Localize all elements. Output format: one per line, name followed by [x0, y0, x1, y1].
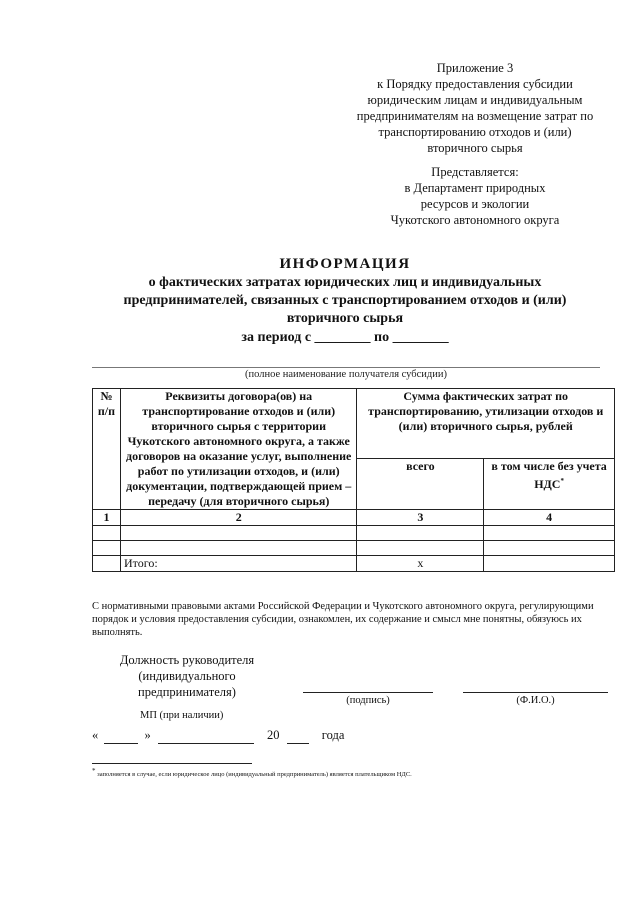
date-quote-open: « — [92, 728, 99, 742]
table-cell[interactable] — [93, 526, 121, 541]
appendix-line: предпринимателям на возмещение затрат по — [356, 109, 594, 123]
position-label-line: предпринимателя) — [138, 685, 236, 699]
table-cell[interactable] — [120, 541, 357, 556]
position-label — [112, 652, 262, 700]
total-without-vat-cell[interactable] — [484, 556, 615, 572]
date-year-suffix: года — [321, 728, 345, 742]
table-cell — [93, 556, 121, 572]
total-label: Итого: — [120, 556, 357, 572]
full-name-caption: (Ф.И.О.) — [516, 695, 555, 706]
document-title — [80, 255, 610, 347]
reporting-period[interactable]: за период с ________ по ________ — [241, 330, 449, 345]
date-year-field[interactable] — [287, 728, 309, 744]
date-day-field[interactable] — [104, 728, 138, 744]
column-numbers-row — [93, 510, 615, 526]
column-number: 3 — [357, 510, 484, 526]
col-number-header: № п/п — [93, 389, 121, 510]
submitted-to-line: ресурсов и экологии — [420, 197, 530, 211]
column-number: 4 — [484, 510, 615, 526]
date-quote-close: » — [144, 728, 151, 742]
appendix-line: к Порядку предоставления субсидии — [377, 77, 573, 91]
title-sub-line: о фактических затратах юридических лиц и индивидуальных — [148, 275, 542, 290]
footnote-text: заполняется в случае, если юридическое лицо (индивидуальный предприниматель) является плательщиком НДС. — [97, 771, 412, 779]
recipient-caption: (полное наименование получателя субсидии) — [245, 369, 447, 380]
table-cell[interactable] — [93, 541, 121, 556]
signature-caption: (подпись) — [346, 695, 390, 706]
appendix-line: транспортированию отходов и (или) — [378, 125, 572, 139]
column-number: 2 — [120, 510, 357, 526]
submitted-to-block — [330, 164, 620, 228]
total-row — [93, 556, 615, 572]
stamp-caption: МП (при наличии) — [140, 710, 224, 721]
appendix-line: юридическим лицам и индивидуальным — [367, 93, 583, 107]
date-year-prefix: 20 — [267, 728, 280, 742]
col-without-vat-label: в том числе без учета НДС — [491, 458, 607, 491]
recipient-name-field[interactable] — [92, 367, 600, 368]
col-group-cost-header: Сумма фактических затрат по транспортированию, утилизации отходов и (или) вторичного сырья, рублей — [357, 389, 615, 459]
col-total-header: всего — [357, 458, 484, 509]
footnote-divider — [92, 763, 252, 764]
title-sub-line: вторичного сырья — [286, 311, 404, 326]
table-cell[interactable] — [357, 541, 484, 556]
position-label-line: Должность руководителя — [119, 653, 255, 667]
footnote-mark: * — [560, 476, 564, 485]
table-row — [93, 541, 615, 556]
title-main: ИНФОРМАЦИЯ — [279, 256, 411, 272]
total-mark: x — [357, 556, 484, 572]
expenses-table — [92, 388, 615, 572]
submitted-to-line: Представляется: — [431, 165, 519, 179]
table-header-row — [93, 389, 615, 459]
submitted-to-line: Чукотского автономного округа — [390, 213, 560, 227]
table-cell[interactable] — [357, 526, 484, 541]
date-month-field[interactable] — [158, 728, 254, 744]
appendix-line: вторичного сырья — [427, 141, 523, 155]
submitted-to-line: в Департамент природных — [404, 181, 546, 195]
column-number: 1 — [93, 510, 121, 526]
date-row — [92, 728, 344, 744]
acknowledgement-text: С нормативными правовыми актами Российской Федерации и Чукотского автономного округа, регулирующими порядок и условия предоставления субсидии, ознакомлен, их содержание и смысл мне понятны, обязуюсь их выполнять. — [92, 601, 594, 638]
footnote — [92, 767, 612, 779]
appendix-header — [330, 60, 620, 156]
signature-field[interactable] — [303, 692, 433, 693]
table-row — [93, 526, 615, 541]
col-contract-details-header: Реквизиты договора(ов) на транспортирование отходов и (или) вторичного сырья с территории Чукотского автономного округа, а также договоров на оказание услуг, выполнение работ по утилизации отходов, и (или) документации, подтверждающей прием – передачу (для вторичного сырья) — [120, 389, 357, 510]
full-name-field[interactable] — [463, 692, 608, 693]
table-cell[interactable] — [120, 526, 357, 541]
footnote-marker: * — [92, 767, 96, 775]
col-without-vat-header — [484, 458, 615, 509]
appendix-line: Приложение 3 — [436, 61, 514, 75]
title-sub-line: предпринимателей, связанных с транспортированием отходов и (или) — [123, 293, 567, 308]
table-cell[interactable] — [484, 526, 615, 541]
table-cell[interactable] — [484, 541, 615, 556]
position-label-line: (индивидуального — [138, 669, 236, 683]
